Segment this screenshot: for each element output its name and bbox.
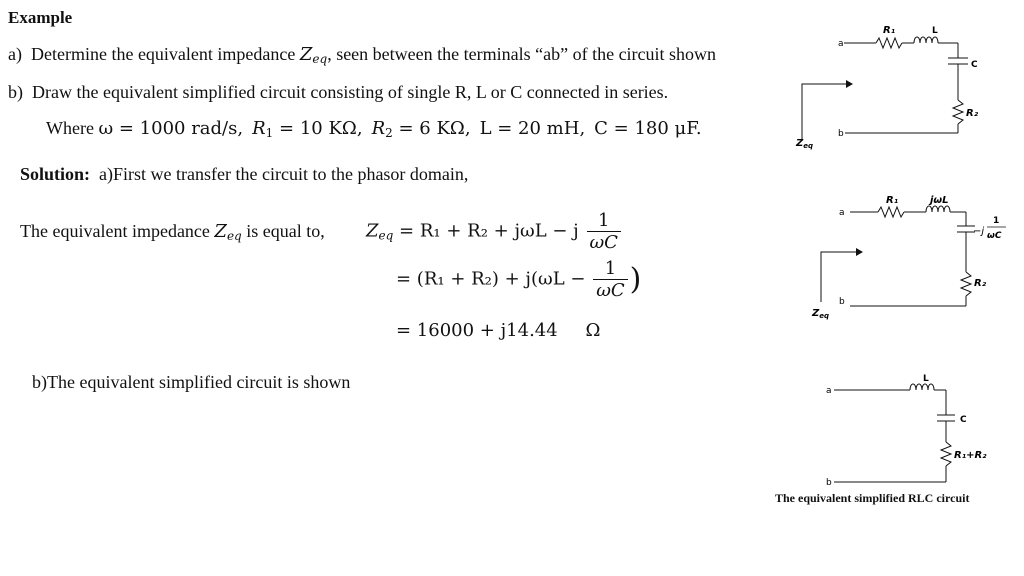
label-zeq: $Z_{eq}$ bbox=[796, 138, 814, 150]
question-a-pre: Determine the equivalent impedance bbox=[30, 44, 296, 64]
terminal-a: a bbox=[839, 208, 845, 218]
equation-line-2: = (R₁ + R₂) + j(ωL − $\frac{1}{\omega C}$ ) bbox=[396, 258, 642, 301]
impedance-intro: The equivalent impedance $Z_{eq}$ is equal to, bbox=[20, 221, 325, 243]
label-r2: R₂ bbox=[974, 278, 987, 289]
l-value: L = 20 mH, bbox=[479, 118, 586, 139]
label-r1: R₁ bbox=[886, 195, 899, 206]
solution-text: a)First we transfer the circuit to the phasor domain, bbox=[99, 164, 469, 184]
where-label: Where bbox=[46, 118, 94, 138]
label-c-den: ωC bbox=[987, 231, 1002, 241]
label-minus-j: −j bbox=[973, 226, 985, 237]
fraction-2: $\frac{1}{\omega C}$ bbox=[593, 258, 627, 301]
question-a-post: , seen between the terminals “ab” of the circuit shown bbox=[327, 44, 717, 64]
terminal-b: b bbox=[826, 478, 832, 488]
equation-line-1: $Z_{eq} = R_1 + R_2 + j\omega L - j$ $\frac{1}{\omega C}$ bbox=[366, 210, 623, 253]
question-b bbox=[8, 82, 668, 103]
terminal-a: a bbox=[826, 386, 832, 396]
label-c: C bbox=[971, 60, 978, 70]
solution-label: Solution: bbox=[20, 164, 91, 184]
example-heading: Example bbox=[8, 8, 73, 27]
label-r-sum: R₁+R₂ bbox=[954, 450, 987, 461]
r1-value: $R_1 = 10$ KΩ, bbox=[252, 118, 363, 140]
omega-value: ω = 1000 rad/s, bbox=[98, 118, 244, 139]
label-c: C bbox=[960, 415, 967, 425]
zeq-symbol: $Z_{eq}$ bbox=[299, 44, 328, 66]
zeq-symbol-2: $Z_{eq}$ bbox=[214, 221, 242, 243]
label-l: L bbox=[923, 374, 929, 384]
c-value: C = 180 μF. bbox=[594, 118, 702, 139]
circuit-simplified bbox=[780, 370, 1020, 490]
question-a bbox=[8, 44, 716, 66]
result-value: = 16000 + j14.44 bbox=[396, 320, 558, 341]
circuit-phasor bbox=[780, 188, 1020, 328]
terminal-b: b bbox=[839, 297, 845, 307]
label-r2: R₂ bbox=[966, 108, 979, 119]
label-zeq: $Z_{eq}$ bbox=[812, 308, 830, 320]
question-b-marker: b) bbox=[8, 82, 23, 102]
part-b-text: b)The equivalent simplified circuit is shown bbox=[32, 372, 351, 392]
question-a-marker: a) bbox=[8, 44, 22, 64]
ohm-unit: Ω bbox=[585, 320, 601, 341]
question-b-text: Draw the equivalent simplified circuit consisting of single R, L or C connected in series. bbox=[32, 82, 669, 102]
label-jwl: jωL bbox=[930, 195, 949, 206]
solution-line bbox=[20, 164, 468, 185]
equation-line-3 bbox=[396, 320, 600, 341]
label-c-num: 1 bbox=[993, 216, 1000, 226]
terminal-b: b bbox=[838, 129, 844, 139]
terminal-a: a bbox=[838, 39, 844, 49]
r2-value: $R_2 = 6$ KΩ, bbox=[371, 118, 471, 140]
circuit-caption: The equivalent simplified RLC circuit bbox=[775, 491, 970, 505]
fraction-1: $\frac{1}{\omega C}$ bbox=[587, 210, 621, 253]
label-r1: R₁ bbox=[883, 25, 896, 36]
label-l: L bbox=[932, 26, 938, 36]
circuit-original bbox=[780, 18, 1020, 158]
given-values bbox=[46, 118, 702, 140]
